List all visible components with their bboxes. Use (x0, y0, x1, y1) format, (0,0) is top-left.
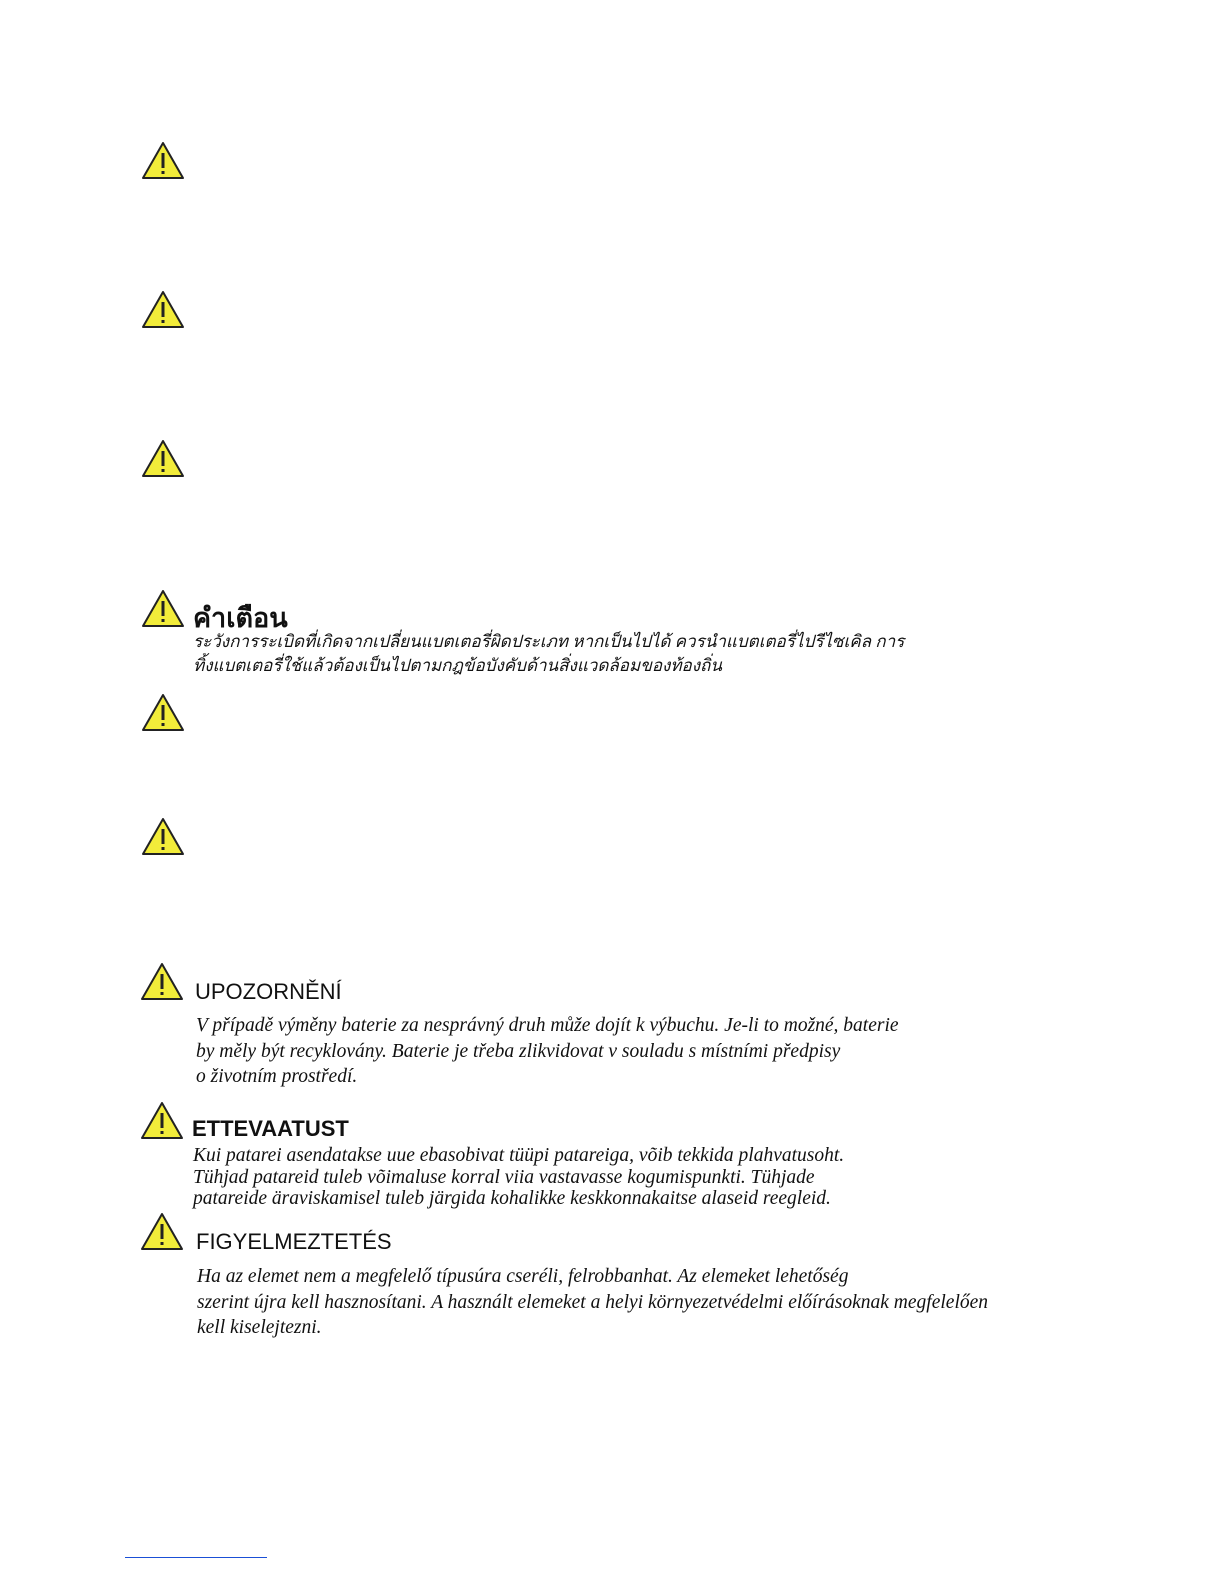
warning-triangle-icon (141, 290, 185, 330)
warning-heading-hungarian: FIGYELMEZTETÉS (196, 1229, 392, 1254)
warning-triangle-icon (141, 589, 185, 629)
warning-text-line: ระวังการระเบิดที่เกิดจากเปลี่ยนแบตเตอรี่ผิดประเภท หากเป็นไปได้ ควรนำแบตเตอรี่ไปรีไซเคิล การ (193, 632, 905, 651)
warning-text-hungarian (197, 1264, 988, 1341)
warning-text-line: o životním prostředí. (196, 1066, 358, 1087)
warning-text-line: patareide äraviskamisel tuleb järgida kohalikke keskkonnakaitse alaseid reegleid. (193, 1188, 831, 1209)
warning-triangle-icon (140, 1212, 184, 1252)
warning-triangle-icon (140, 962, 184, 1002)
warning-triangle-icon (141, 141, 185, 181)
warning-heading-czech: UPOZORNĚNÍ (195, 979, 342, 1004)
warning-text-line: by měly být recyklovány. Baterie je třeba zlikvidovat v souladu s místními předpisy (196, 1040, 841, 1062)
warning-triangle-icon (140, 1101, 184, 1141)
warning-text-line: Ha az elemet nem a megfelelő típusúra cseréli, felrobbanhat. Az elemeket lehetőség (197, 1266, 849, 1287)
warning-text-estonian (193, 1145, 844, 1210)
warning-text-thai (193, 630, 904, 678)
warning-text-line: V případě výměny baterie za nesprávný druh může dojít k výbuchu. Je-li to možné, baterie (196, 1015, 899, 1036)
warning-text-line: szerint újra kell hasznosítani. A használt elemeket a helyi környezetvédelmi előírásoknak megfelelően (197, 1291, 989, 1313)
warning-triangle-icon (141, 693, 185, 733)
warning-text-line: Kui patarei asendatakse uue ebasobivat tüüpi patareiga, võib tekkida plahvatusoht. (193, 1145, 845, 1166)
warning-heading-thai: คำเตือน (193, 603, 288, 633)
warning-heading-estonian: ETTEVAATUST (192, 1116, 349, 1141)
warning-text-czech (196, 1013, 899, 1090)
warning-text-line: Tühjad patareid tuleb võimaluse korral viia vastavasse kogumispunkti. Tühjade (193, 1166, 815, 1188)
warning-text-line: kell kiselejtezni. (197, 1317, 322, 1338)
warning-text-line: ทิ้งแบตเตอรี่ใช้แล้วต้องเป็นไปตามกฎข้อบังคับด้านสิ่งแวดล้อมของท้องถิ่น (193, 656, 722, 675)
warning-triangle-icon (141, 817, 185, 857)
footer-rule (125, 1557, 267, 1558)
warning-triangle-icon (141, 439, 185, 479)
